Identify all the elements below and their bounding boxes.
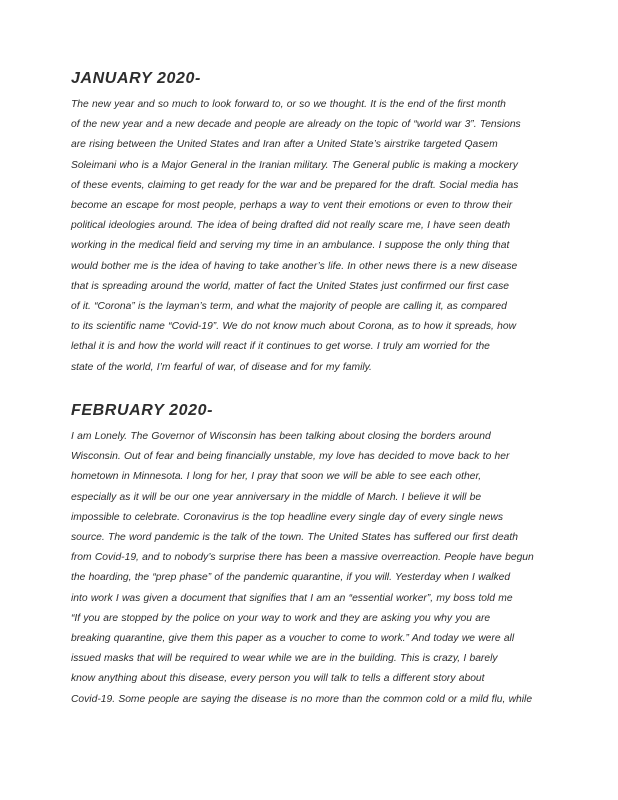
journal-line: are rising between the United States and Iran after a United State’s airstrike targeted Qasem [71, 139, 498, 151]
journal-line: issued masks that will be required to wear while we are in the building. This is crazy, I barely [71, 653, 498, 665]
journal-line: into work I was given a document that signifies that I am an “essential worker”, my boss told me [71, 592, 513, 604]
entry-heading-february: FEBRUARY 2020- [71, 402, 214, 419]
journal-line: breaking quarantine, give them this paper as a voucher to come to work.” And today we were all [71, 633, 515, 645]
journal-line: the hoarding, the “prep phase” of the pandemic quarantine, if you will. Yesterday when I walked [71, 572, 511, 584]
journal-line: Soleimani who is a Major General in the Iranian military. The General public is making a mockery [71, 159, 518, 171]
journal-line: become an escape for most people, perhaps a way to vent their emotions or even to throw their [71, 200, 513, 212]
journal-line: state of the world, I’m fearful of war, of disease and for my family. [71, 361, 372, 373]
journal-line: to its scientific name “Covid-19”. We do not know much about Corona, as to how it spreads, how [71, 321, 517, 333]
journal-line: Wisconsin. Out of fear and being financially unstable, my love has decided to move back to her [71, 451, 510, 463]
journal-line: know anything about this disease, every person you will talk to tells a different story about [71, 673, 485, 685]
journal-line: from Covid-19, and to nobody’s surprise there has been a massive overreaction. People have begun [71, 552, 534, 564]
journal-line: impossible to celebrate. Coronavirus is the top headline every single day of every single news [71, 511, 504, 523]
journal-line: “If you are stopped by the police on your way to work and they are asking you why you are [71, 612, 491, 624]
journal-line: lethal it is and how the world will react if it continues to get worse. I truly am worried for the [71, 341, 490, 353]
entry-body-february [71, 427, 583, 710]
journal-line: especially as it will be our one year anniversary in the middle of March. I believe it will be [71, 491, 482, 503]
journal-line: working in the medical field and serving my time in an ambulance. I suppose the only thing that [71, 240, 510, 252]
journal-line: of these events, claiming to get ready for the war and be prepared for the draft. Social media has [71, 179, 519, 191]
entry-body-january [71, 95, 583, 378]
journal-line: of the new year and a new decade and people are already on the topic of “world war 3”. Tensions [71, 119, 521, 131]
entry-heading-january: JANUARY 2020- [71, 70, 201, 87]
journal-line: source. The word pandemic is the talk of the town. The United States has suffered our first death [71, 532, 518, 544]
journal-line: The new year and so much to look forward to, or so we thought. It is the end of the first month [71, 99, 506, 110]
journal-line: Covid-19. Some people are saying the disease is no more than the common cold or a mild flu, while [71, 693, 533, 705]
journal-line: hometown in Minnesota. I long for her, I pray that soon we will be able to see each other, [71, 471, 482, 483]
journal-line: I am Lonely. The Governor of Wisconsin has been talking about closing the borders around [71, 431, 491, 442]
journal-line: political ideologies around. The idea of being drafted did not really scare me, I have seen death [71, 220, 511, 232]
journal-line: of it. “Corona” is the layman’s term, and what the majority of people are calling it, as compared [71, 301, 507, 313]
journal-line: that is spreading around the world, matter of fact the United States just confirmed our first case [71, 280, 509, 292]
journal-line: would bother me is the idea of having to take another’s life. In other news there is a new disease [71, 260, 518, 272]
